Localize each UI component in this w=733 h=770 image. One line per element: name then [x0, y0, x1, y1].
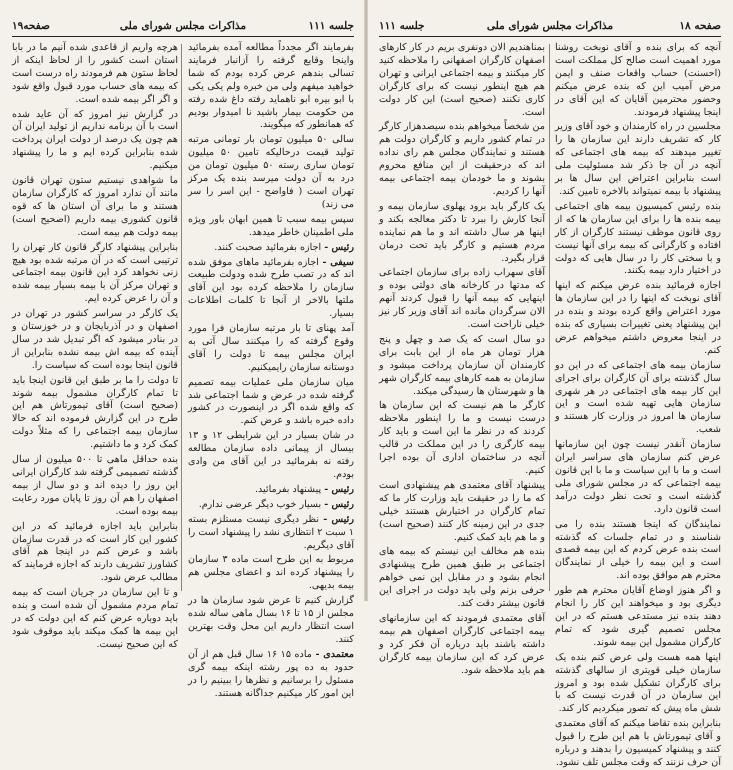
paragraph-text: بنابراین باید اجازه فرمائید که در این کشور این کار است که در قدرت سازمان باشد و عرض کنم در اینجا هم آقای کشاورز تشریف دارند که اجازه فرمایند که مطالب عرض شود. — [12, 520, 178, 584]
right-page-title: مذاکرات مجلس شورای ملی — [486, 20, 614, 32]
paragraph-text: سالی ۵۰ میلیون تومان بار تومانی مرتبه تولید قیمت درحالیکه تامین ۵۰ میلیون تومان ساری رسته ۵۰ میلیون تومان من درد به آن دولت میرسد بنده یک مرکز تهران است ( فاواضح - این اسر را سر می زند) — [188, 134, 355, 210]
paragraph-text: پیشنهاد بفرمائید. — [254, 483, 322, 495]
speaker-name: رئیس - — [324, 241, 354, 253]
right-page-number: صفحه ۱۸ — [679, 20, 721, 32]
right-page-right-column — [555, 42, 721, 768]
text-paragraph — [12, 109, 178, 174]
paragraph-text: اجازه فرمائید بنده عرض میکنم که اینها آقای نوبخت که اینها را در این سازمان ها مورد اعتراض واقع کرده بودند و بنده در این پیشنهاد یعنی تغییرات بسیاری که بنده در اینجا معروض داشتم میخواهم عرض کنم. — [555, 280, 721, 356]
text-paragraph — [12, 175, 178, 240]
left-page-right-column — [188, 42, 355, 699]
text-paragraph — [12, 521, 178, 586]
left-page-header — [12, 20, 354, 37]
paragraph-text: مجلسین در راه کارمندان و خود آقای وزیر کار که تشریف دارند این سازمان ها را تغییر میدهند که بیمه های اجتماعی که آنچه در آن جا ذکر شد مسئولیت ملی است بنابراین اعتراض این سال ها بر پیشنهاد با بیمه نمیتواند بالاخره تامین کند. — [555, 121, 721, 197]
text-paragraph — [379, 201, 545, 266]
text-paragraph — [188, 134, 354, 211]
text-paragraph — [379, 121, 545, 198]
paragraph-text: بنابراین بنده تقاضا میکنم که آقای معتمدی و آقای تیمورتاش با هم این طرح را قبول کنند و پیشنهاد کمیسیون را بدهند و درباره آن حرف نزنند که وقت مجلس تلف نشود. — [555, 718, 721, 768]
right-page-column-divider — [549, 44, 550, 591]
text-paragraph — [12, 375, 178, 452]
text-paragraph — [188, 42, 354, 132]
text-paragraph — [188, 377, 354, 429]
text-paragraph — [555, 360, 721, 437]
speaker-name: رئیس - — [324, 483, 354, 495]
text-paragraph — [188, 430, 354, 482]
speech-paragraph — [188, 514, 354, 553]
speaker-name: رئیس - — [324, 498, 354, 510]
speech-paragraph — [188, 242, 354, 255]
paragraph-text: سازمان بیمه های اجتماعی که در این دو سال گذشته برای آن کارگران برای اجرای این کار بیمه های اجتماعی در هر شهری سازمان هایی تهیه شده است و این سازمان ها امروز در وزارت کار هستند و شعب. — [555, 359, 721, 436]
paragraph-text: در گزارش نیز امروز که آن عاید شده است با آن برنامه نداریم از تولید ایران آن هم چون یک درصد از دولت ایران پرداخت شده بنابراین کرده ایم و ما را پیشنهاد میکنیم. — [12, 108, 178, 172]
paragraph-text: و تا این سازمان در جریان است که بیمه تمام مردم مشمول آن شده است و بنده باید دوباره عرض کنم که این دولت که در این بیمه ها کمک میکند باید موقوف شود که این صحیح نیست. — [12, 587, 178, 650]
text-paragraph — [188, 595, 354, 647]
paragraph-text: کارگر ما هم نیست که این سازمان ها درست نیست و ما را اینطور ملاحظه کردند که در نظر ما این است و باید کار بیمه کارگری را در این مملکت در قالب آنچه در ساختمان اداری آن بوده اجرا کنیم. — [379, 400, 545, 476]
text-paragraph — [12, 308, 178, 373]
right-page-columns — [378, 42, 721, 768]
text-paragraph — [12, 587, 178, 652]
speech-paragraph — [188, 257, 354, 322]
text-paragraph — [12, 42, 178, 107]
text-paragraph — [379, 42, 545, 119]
text-paragraph — [379, 267, 545, 332]
paragraph-text: آقای معتمدی فرمودند که این سازمانهای بیمه اجتماعی کارگران اصفهان هم بیمه داشته باشند باید درباره آن فکر کرد و عرض کرد که این سازمان بیمه کارگران هم باید ملاحظه شود. — [379, 612, 545, 676]
text-paragraph — [12, 242, 178, 307]
speaker-name: رئیس - — [323, 513, 354, 525]
text-paragraph — [379, 334, 545, 399]
text-paragraph — [379, 546, 545, 611]
left-page-title: مذاکرات مجلس شورای ملی — [119, 20, 247, 32]
paragraph-text: آنچه که برای بنده و آقای نوبخت روشنا مورد اهمیت است صالح کل مملکت است (احسنت) حساب واقعات صنف و ایمن مرض آمیب این که بنده عرض میکنم وحضور محترمین آقایان که این آقای در اینجا پیشنهاد فرمودند. — [555, 42, 721, 118]
paragraph-text: ماده ۱۵ ۱۶ سال قبل هم از آن حدود به ده پور رشته اینکه بیمه گری مسئول را برسانیم و نظرها را ببینیم را در این امور کار میکنیم جداگانه هستند. — [188, 648, 354, 699]
speech-paragraph — [188, 484, 354, 497]
text-paragraph — [188, 323, 354, 375]
paragraph-text: بنابراین پیشنهاد کارگر قانون کار تهران را ترتیبی است که در آن مرتبه شده بود هیچ زنی نخواهد کرد این قانون بیمه اجتماعی و تهران مرکز آن با بیمه بسیار بیمه شده و آن را عرض کرده ایم. — [12, 241, 178, 305]
speech-paragraph — [188, 649, 354, 701]
left-page-left-column — [12, 42, 178, 650]
left-page-column-divider — [181, 44, 182, 591]
paragraph-text: ما شواهدی نیستیم ستون تهران قانون مانند آن ندارد امروز که کارگران سازمان هستند و ما برای آن استان ها که قوه قانون کشوری بیمه داریم (اصحیح است) بیمه دولت هم بیمه است. — [12, 175, 178, 238]
speaker-name: سیفی - — [322, 256, 354, 268]
paragraph-text: مربوط به این طرح است ماده ۳ سازمان را پیشنهاد کرده اند و اعضای مجلس هم بیمه بدیهی. — [188, 554, 354, 592]
paragraph-text: من شخصاً میخواهم بنده سیصدهزار کارگر در تمام کشور داریم و کارگران دولت هم هستند و نمایندگان مجلس هم رای نداده اند که درحقیقت از این منافع محروم بشوند و ما خودمان بیمه اجتماعی بیمه آنها را کردیم. — [378, 121, 545, 197]
text-paragraph — [379, 400, 545, 477]
text-paragraph — [555, 280, 721, 357]
left-page-columns — [12, 42, 355, 699]
paragraph-text: بنده رئیس کمیسیون بیمه های اجتماعی بیمه بنده ها را برای این سازمان ها که از روی قانون موظف نیستند کارگران از کار افتاده و کارگرانی که بیمه برای آنها نیست و با سختی کار را در سال هایی که دولت در اختیار دارد بیمه بکنند. — [555, 200, 721, 277]
right-page-header — [379, 20, 721, 37]
paragraph-text: هرچه واریم از قاعدی شده آنیم ما در بابا استان است کشور را از لحاظ اینکه از لحاظ ستون هم فرمودند راه درست است که بیمه های حساب مورد قبول واقع شود و اگر اگر بیمه شده است. — [12, 42, 178, 105]
paragraph-text: سپس بیمه سبب تا همین ابهان باور ویژه ملی اطمینان خاطر میدهد. — [188, 213, 354, 238]
text-paragraph — [555, 201, 721, 278]
text-paragraph — [12, 454, 178, 519]
paragraph-text: دو سال است که یک صد و چهل و پنج هزار تومان هر ماه از این بابت برای کارمندان آن سازمان پرداخت میشود و سازمان به همه کارهای بیمه کارگران شهر ها و شهرستان ها رسیدگی میکند. — [379, 333, 545, 397]
text-paragraph — [188, 554, 354, 593]
paragraph-text: بنده حداقل ماهی تا ۵۰۰ میلیون از سال گذشته تصمیمی گرفته شد کارگران ایرانی این روز را دیده اند و دو سال از بیمه اصفهان را هم آن روز تا پایان مورد رعایت بیمه بوده است. — [12, 454, 178, 517]
text-paragraph — [555, 718, 721, 770]
text-paragraph — [555, 585, 721, 650]
paragraph-text: نمایندگان که اینجا هستند بنده را می شناسند و در تمام جلسات که گذشته است بنده عرض کردم که این بیمه قصدی است و این بیمه را خیلی از نمایندگان محترم هم موافق بوده اند. — [555, 518, 721, 582]
paragraph-text: سازمان آنقدر نیست چون این سازمانها عرض کنم سازمان های سراسر ایران است و ما با این سیاست و ما با این قانون بیمه اجتماعی که در مجلس شورای ملی گذشته است و تحت نظر دولت درآمد است قانون دارد. — [555, 439, 721, 515]
right-page-session: جلسه ۱۱۱ — [379, 20, 425, 32]
text-paragraph — [555, 439, 721, 516]
left-page-number: صفحه۱۹ — [12, 20, 50, 32]
right-page-left-column — [378, 42, 545, 676]
paragraph-text: بفرمایند اگر مجدداً مطالعه آمده بفرمائید واینجا وقایع گرفته را آزانبار فرمایند تسالی بندهم عرض کرده بودم که شما خواهید میفهم ولی من خبره ولم یکی یکی با ابو بیره ابو ناهماید رفته داغ شده رفته من حکومت بیمار باشید نا امیدوار بودیم که همانطور که میگویند. — [188, 42, 354, 131]
text-paragraph — [555, 652, 721, 717]
paragraph-text: پیشنهاد آقای معتمدی هم پیشنهادی است که ما را در حقیقت باید وزارت کار ما که تمام کارگران در اختیارش هستند خیلی جدی در این زمینه کار کنند (صحیح است) و ما هم باید کمک کنیم. — [379, 479, 545, 543]
text-paragraph — [379, 480, 545, 545]
paragraph-text: اجازه بفرمائید ماهای موفق شده اند که در تصب طرح شده ودولت طبیعت سازمان را ملاحظه کرده بود این آقای ملتها بالاخر از آنجا تا کلمات اطلاعات بسیار. — [188, 256, 354, 320]
paragraph-text: تا دولت را ما بر طبق این قانون اینجا باید تا تمام کارگران مشمول بیمه شوند (صحیح است) آقای تیمورتاش هم این طرح در این گزارش فرموده اند که حالا سازمان بیمه اجتماعی را که مثلاً دولت کمک کرد و ما داشتیم. — [12, 374, 178, 451]
paragraph-text: آمد پهنای تا بار مرتبه سازمان فرا مورد وقوع گرفته که را میکنند سال آتی به ایران مجلس بیمه تا دولت را آقای دوستانه سازمان رایمیکنیم. — [188, 323, 354, 373]
paragraph-text: و اگر هنوز اوضاع آقایان محترم هم طور دیگری بود و میخواهند این کار را انجام دهند بنده نیز مستدعی هستم که در این مجلس تصمیم گیری شود که تمام کارگران مشمول این بیمه شوند. — [555, 585, 721, 648]
paragraph-text: گزارش کنیم تا عرض شود سازمان ها در مجلس از ۱۵ تا ۱۶ بسال ماهی ساله شده است انتظار داریم این محل وقت بهترین کنند. — [188, 595, 354, 645]
text-paragraph — [555, 519, 721, 584]
left-page — [0, 0, 366, 699]
paragraph-text: اجازه بفرمائید صحبت کنند. — [214, 241, 322, 253]
paragraph-text: بمناهندیم الان دونفری بریم در کار کارهای اصفهان کارگران اصفهانی را ملاحظه کنید کار میکنند و بیمه اجتماعی ایرانی و تهران هم هیچ اینطور نیست که برای کارگران کاری نکنند (صحیح است) این کار دولت است. — [379, 42, 545, 118]
paragraph-text: میان سازمان ملی عملیات بیمه تصمیم گرفته شده در عرض و شما اجتماعی شد که واقع شده اگر در اینصورت در کشور داده خبره باشد و عرض کنم. — [188, 376, 354, 427]
speech-paragraph — [188, 499, 354, 512]
paragraph-text: اینها همه هست ولی عرض کنم بنده یک سازمان خیلی قویتری از سالهای گذشته برای کارگران تشکیل شده بود و امروز این سازمان در آن قدرت نیست که با شش ماه پیش که تصور میکردیم کار کند. — [555, 651, 721, 715]
paragraph-text: یک کارگر در سراسر کشور در تهران در اصفهان و در آذربایجان و در خوزستان و در بنادر میشود که اگر تبدیل شد در سال آینده که بیمه اش بیمه نشده بنابراین از قانون اینجا بوده است که سیاست را. — [12, 308, 178, 371]
paragraph-text: نظر دیگری نیست مستلزم بسته ۱ سبت ۲ انتظاری نشد را پیشنهاد است را آقای دیگریم. — [188, 513, 355, 551]
paragraph-text: بسیار خوب دیگر عرضی ندارم. — [198, 498, 322, 510]
speaker-name: معتمدی - — [315, 648, 354, 660]
paragraph-text: در شان بسیار در این شرایطی ۱۲ و ۱۳ بیسال از پیمانی داده سازمان مطالعه رفته نه بفرمائید در این آقای من وادی بودم. — [188, 430, 355, 480]
text-paragraph — [188, 214, 354, 240]
left-page-session: جلسه ۱۱۱ — [308, 20, 354, 32]
paragraph-text: یک کارگر باید برود پهلوی سازمان بیمه و آنجا کارش را ببرد تا دکتر معالجه بکند و اینها هر سال داشته اند و ما هم نماینده مردم هستیم و کارگر باید تحت درمان قرار بگیرد. — [379, 200, 545, 264]
text-paragraph — [379, 613, 545, 678]
paragraph-text: آقای سهراب زاده برای سازمان اجتماعی که مدتها در کارخانه های دولتی بوده و اینهایی که بیمه آنها را قبول کردند آنهم الان سرگردان مانده اند آقای وزیر کار نیز خیلی ناراحت است. — [379, 267, 545, 331]
text-paragraph — [555, 42, 721, 119]
paragraph-text: بنده هم مخالف این نیستم که بیمه های اجتماعی بر طبق همین طرح پیشنهادی انجام بشود و در مقابل این نمی خواهم حرفی بزنم ولی باید دولت در اجرای این قانون بیشتر دقت کند. — [379, 546, 545, 610]
right-page — [367, 0, 733, 768]
text-paragraph — [555, 121, 721, 198]
